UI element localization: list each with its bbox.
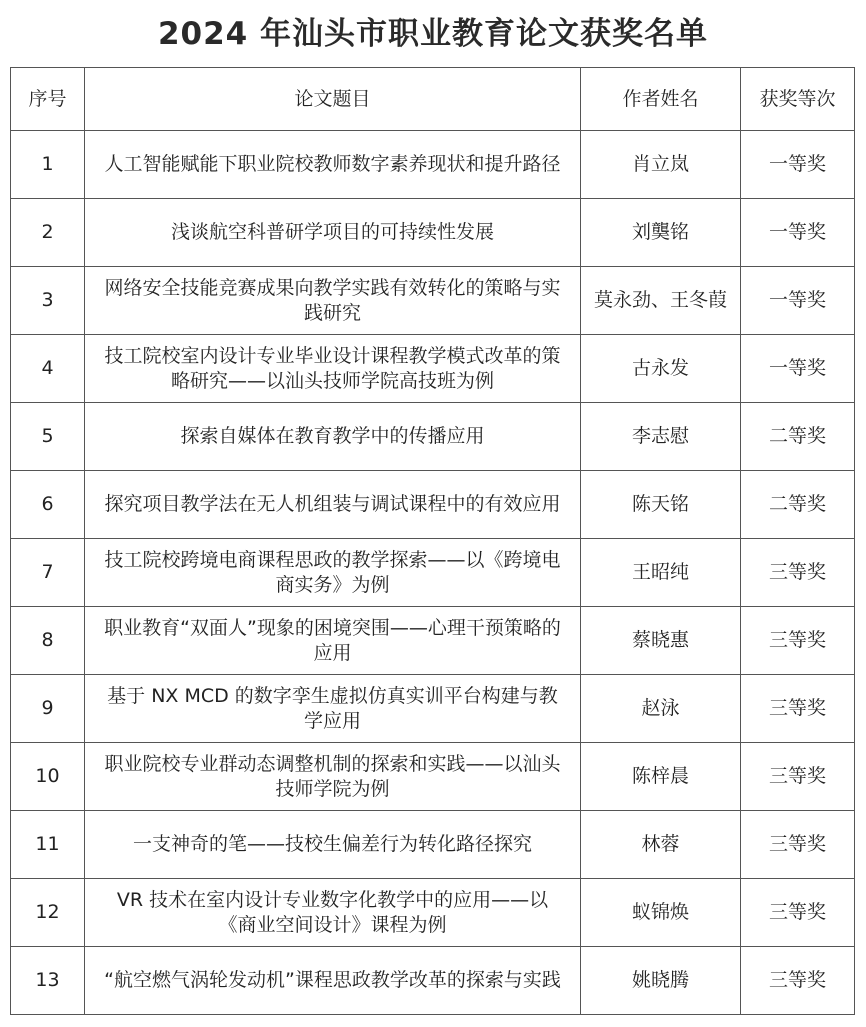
table-row	[11, 947, 855, 1015]
row-paper-title: 探究项目教学法在无人机组装与调试课程中的有效应用	[85, 471, 581, 539]
row-award: 一等奖	[741, 199, 855, 267]
header-author: 作者姓名	[581, 68, 741, 131]
table-header-row	[11, 68, 855, 131]
row-award: 三等奖	[741, 743, 855, 811]
table-row	[11, 131, 855, 199]
header-award-level: 获奖等次	[741, 68, 855, 131]
row-number: 9	[11, 675, 85, 743]
row-paper-title: 职业院校专业群动态调整机制的探索和实践——以汕头技师学院为例	[85, 743, 581, 811]
table-row	[11, 675, 855, 743]
awards-table	[10, 67, 855, 1015]
row-number: 2	[11, 199, 85, 267]
row-paper-title: 网络安全技能竞赛成果向教学实践有效转化的策略与实践研究	[85, 267, 581, 335]
row-award: 三等奖	[741, 879, 855, 947]
row-award: 三等奖	[741, 675, 855, 743]
row-number: 7	[11, 539, 85, 607]
row-award: 二等奖	[741, 403, 855, 471]
row-number: 11	[11, 811, 85, 879]
row-award: 三等奖	[741, 947, 855, 1015]
table-row	[11, 267, 855, 335]
table-row	[11, 199, 855, 267]
row-author: 古永发	[581, 335, 741, 403]
row-number: 1	[11, 131, 85, 199]
row-number: 13	[11, 947, 85, 1015]
row-author: 林蓉	[581, 811, 741, 879]
table-row	[11, 471, 855, 539]
row-author: 肖立岚	[581, 131, 741, 199]
row-number: 8	[11, 607, 85, 675]
row-author: 陈天铭	[581, 471, 741, 539]
table-row	[11, 607, 855, 675]
row-author: 蔡晓惠	[581, 607, 741, 675]
row-number: 12	[11, 879, 85, 947]
row-author: 赵泳	[581, 675, 741, 743]
header-paper-title: 论文题目	[85, 68, 581, 131]
row-award: 三等奖	[741, 607, 855, 675]
row-paper-title: “航空燃气涡轮发动机”课程思政教学改革的探索与实践	[85, 947, 581, 1015]
row-paper-title: 基于 NX MCD 的数字孪生虚拟仿真实训平台构建与教学应用	[85, 675, 581, 743]
row-paper-title: 人工智能赋能下职业院校教师数字素养现状和提升路径	[85, 131, 581, 199]
table-row	[11, 811, 855, 879]
row-award: 一等奖	[741, 335, 855, 403]
row-paper-title: 一支神奇的笔——技校生偏差行为转化路径探究	[85, 811, 581, 879]
row-author: 李志慰	[581, 403, 741, 471]
row-author: 陈梓晨	[581, 743, 741, 811]
row-award: 二等奖	[741, 471, 855, 539]
row-author: 姚晓腾	[581, 947, 741, 1015]
row-award: 三等奖	[741, 539, 855, 607]
row-paper-title: 技工院校跨境电商课程思政的教学探索——以《跨境电商实务》为例	[85, 539, 581, 607]
row-award: 一等奖	[741, 267, 855, 335]
table-row	[11, 403, 855, 471]
row-award: 三等奖	[741, 811, 855, 879]
row-paper-title: 技工院校室内设计专业毕业设计课程教学模式改革的策略研究——以汕头技师学院高技班为例	[85, 335, 581, 403]
table-row	[11, 335, 855, 403]
table-row	[11, 879, 855, 947]
row-number: 6	[11, 471, 85, 539]
row-author: 刘龑铭	[581, 199, 741, 267]
page-title: 2024 年汕头市职业教育论文获奖名单	[157, 16, 709, 52]
row-paper-title: VR 技术在室内设计专业数字化教学中的应用——以《商业空间设计》课程为例	[85, 879, 581, 947]
table-row	[11, 743, 855, 811]
row-award: 一等奖	[741, 131, 855, 199]
row-author: 莫永劲、王冬葭	[581, 267, 741, 335]
row-number: 5	[11, 403, 85, 471]
row-number: 4	[11, 335, 85, 403]
row-number: 10	[11, 743, 85, 811]
table-row	[11, 539, 855, 607]
row-author: 蚁锦焕	[581, 879, 741, 947]
row-paper-title: 探索自媒体在教育教学中的传播应用	[85, 403, 581, 471]
row-paper-title: 职业教育“双面人”现象的困境突围——心理干预策略的应用	[85, 607, 581, 675]
row-paper-title: 浅谈航空科普研学项目的可持续性发展	[85, 199, 581, 267]
row-author: 王昭纯	[581, 539, 741, 607]
header-number: 序号	[11, 68, 85, 131]
row-number: 3	[11, 267, 85, 335]
